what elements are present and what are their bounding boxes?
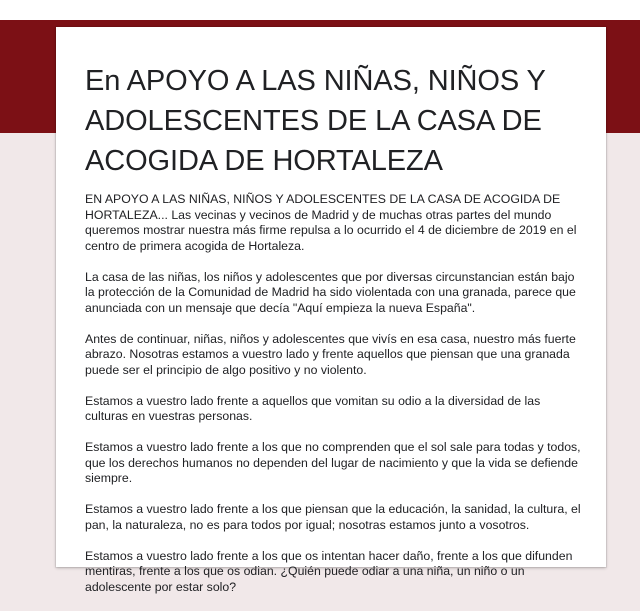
description-paragraph-2: La casa de las niñas, los niños y adolescentes que por diversas circunstancian están bajo la protección de la Comunidad de Madrid ha sido violentada con una granada, parece que anunciada con un mensaje que decía "Aquí empieza la nueva España". <box>85 269 576 315</box>
description-paragraph-5: Estamos a vuestro lado frente a los que no comprenden que el sol sale para todas y todos, que los derechos humanos no dependen del lugar de nacimiento y que la vida se defiende siempre. <box>85 440 581 485</box>
description-paragraph-3: Antes de continuar, niñas, niños y adolescentes que vivís en esa casa, nuestro más fuerte abrazo. Nosotras estamos a vuestro lado y frente aquellos que piensan que una granada puede ser el principio de algo positivo y no violento. <box>85 331 576 377</box>
description-paragraph-4: Estamos a vuestro lado frente a aquellos que vomitan su odio a la diversidad de las culturas en vuestras personas. <box>85 393 541 423</box>
form-header-card <box>56 27 606 594</box>
form-title: En APOYO A LAS NIÑAS, NIÑOS Y ADOLESCENTES DE LA CASA DE ACOGIDA DE HORTALEZA <box>85 65 546 177</box>
description-paragraph-7: Estamos a vuestro lado frente a los que os intentan hacer daño, frente a los que difunden mentiras, frente a los que os odian. ¿Quién puede odiar a una niña, un niño o un adolescente por estar solo? <box>85 548 573 594</box>
top-edge-strip <box>0 0 640 20</box>
description-paragraph-6: Estamos a vuestro lado frente a los que piensan que la educación, la sanidad, la cultura, el pan, la naturaleza, no es para todos por igual; nosotras estamos junto a vosotros. <box>85 502 581 532</box>
description-paragraph-1: EN APOYO A LAS NIÑAS, NIÑOS Y ADOLESCENTES DE LA CASA DE ACOGIDA DE HORTALEZA... Las vecinas y vecinos de Madrid y de muchas otras partes del mundo queremos mostrar nuestra más firme repulsa a lo ocurrido el 4 de diciembre de 2019 en el centro de primera acogida de Hortaleza. <box>85 192 577 253</box>
form-description <box>85 192 581 611</box>
